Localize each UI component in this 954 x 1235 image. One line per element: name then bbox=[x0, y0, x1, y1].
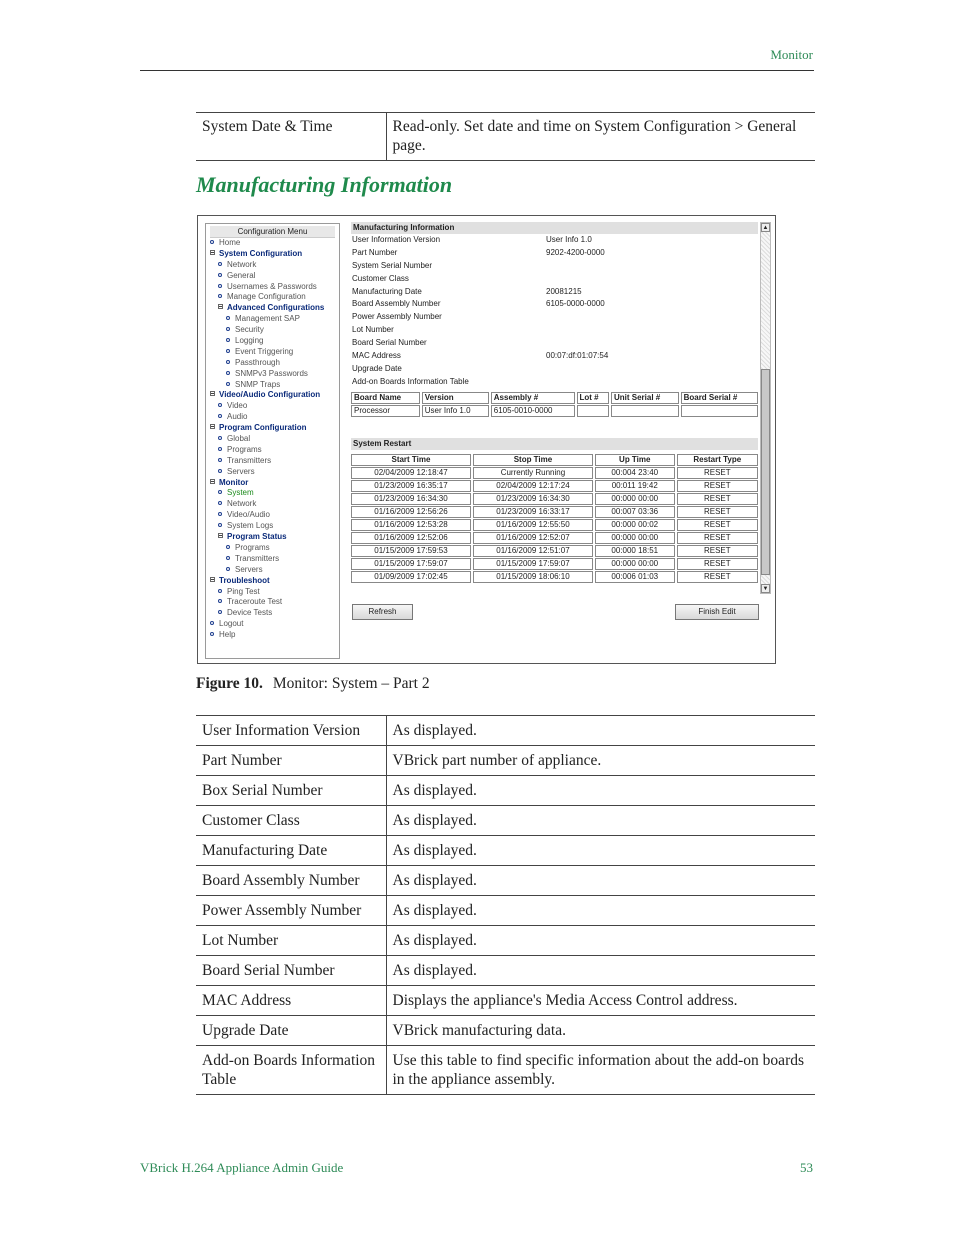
info-label: Board Serial Number bbox=[352, 338, 427, 348]
table-cell: 01/15/2009 17:59:07 bbox=[351, 558, 471, 570]
column-header: Board Name bbox=[351, 392, 420, 404]
menu-item-label: System Logs bbox=[227, 521, 274, 531]
menu-item[interactable] bbox=[206, 608, 339, 619]
menu-item[interactable] bbox=[206, 587, 339, 598]
menu-item-label: Video/Audio bbox=[227, 510, 270, 520]
field-name-cell: Lot Number bbox=[196, 926, 386, 956]
info-value: 20081215 bbox=[546, 286, 582, 296]
table-cell bbox=[611, 405, 679, 417]
bullet-icon bbox=[226, 567, 230, 571]
bullet-icon bbox=[218, 589, 222, 593]
menu-item[interactable] bbox=[206, 423, 339, 434]
menu-item-label: Device Tests bbox=[227, 608, 273, 618]
collapse-toggle-icon[interactable] bbox=[210, 479, 215, 484]
table-row bbox=[351, 558, 758, 570]
collapse-toggle-icon[interactable] bbox=[210, 391, 215, 396]
bullet-icon bbox=[226, 316, 230, 320]
menu-item-label: Event Triggering bbox=[235, 346, 294, 356]
table-row bbox=[351, 405, 758, 417]
menu-item-label: Servers bbox=[235, 564, 263, 574]
info-row bbox=[351, 273, 758, 286]
bullet-icon bbox=[210, 240, 214, 244]
table-cell: 00:006 01:03 bbox=[595, 571, 675, 583]
table-row bbox=[196, 776, 815, 806]
info-value: 00:07:df:01:07:54 bbox=[546, 351, 609, 361]
info-row bbox=[351, 324, 758, 337]
menu-item[interactable] bbox=[206, 619, 339, 630]
finish-edit-button[interactable]: Finish Edit bbox=[675, 604, 759, 620]
column-header: Board Serial # bbox=[681, 392, 758, 404]
column-header: Up Time bbox=[595, 454, 675, 466]
collapse-toggle-icon[interactable] bbox=[210, 577, 215, 582]
menu-item-label: Video/Audio Configuration bbox=[219, 390, 321, 400]
table-cell: 01/16/2009 12:56:26 bbox=[351, 506, 471, 518]
field-name-cell: Board Serial Number bbox=[196, 956, 386, 986]
menu-item-label: Usernames & Passwords bbox=[227, 281, 317, 291]
field-description-cell: VBrick part number of appliance. bbox=[386, 746, 815, 776]
menu-item-label: Logout bbox=[219, 619, 244, 629]
footer-title: VBrick H.264 Appliance Admin Guide bbox=[140, 1160, 344, 1175]
bullet-icon bbox=[226, 371, 230, 375]
bullet-icon bbox=[218, 436, 222, 440]
table-cell: Currently Running bbox=[473, 467, 593, 479]
scroll-down-arrow-icon[interactable]: ▼ bbox=[762, 586, 769, 592]
table-cell: 01/23/2009 16:33:17 bbox=[473, 506, 593, 518]
table-row bbox=[196, 1016, 815, 1046]
info-row bbox=[351, 247, 758, 260]
menu-item[interactable] bbox=[206, 380, 339, 391]
top-table-body bbox=[196, 113, 815, 161]
desc-table-body bbox=[196, 716, 815, 1095]
table-cell: 01/16/2009 12:51:07 bbox=[473, 545, 593, 557]
info-row bbox=[351, 363, 758, 376]
table-row bbox=[196, 956, 815, 986]
bullet-icon bbox=[218, 523, 222, 527]
bullet-icon bbox=[218, 490, 222, 494]
table-cell: 01/16/2009 12:52:06 bbox=[351, 532, 471, 544]
bullet-icon bbox=[226, 349, 230, 353]
table-cell: 01/15/2009 17:59:07 bbox=[473, 558, 593, 570]
menu-item-label: Advanced Configurations bbox=[227, 303, 325, 313]
table-cell bbox=[681, 405, 758, 417]
menu-item-label: Programs bbox=[227, 444, 262, 454]
scroll-up-arrow-icon[interactable]: ▲ bbox=[762, 225, 769, 231]
table-cell: 01/15/2009 18:06:10 bbox=[473, 571, 593, 583]
menu-item[interactable] bbox=[206, 554, 339, 565]
info-row bbox=[351, 234, 758, 247]
info-label: Upgrade Date bbox=[352, 363, 402, 373]
table-row bbox=[196, 926, 815, 956]
menu-item-label: System bbox=[227, 488, 254, 498]
board-table-header bbox=[351, 392, 758, 404]
menu-item[interactable] bbox=[206, 521, 339, 532]
menu-item-label: Manage Configuration bbox=[227, 292, 306, 302]
menu-item[interactable] bbox=[206, 576, 339, 587]
menu-item[interactable] bbox=[206, 510, 339, 521]
bullet-icon bbox=[218, 501, 222, 505]
table-cell: 01/16/2009 12:52:07 bbox=[473, 532, 593, 544]
field-description-cell: Read-only. Set date and time on System Configuration > General page. bbox=[386, 113, 815, 161]
table-cell: 00:007 03:36 bbox=[595, 506, 675, 518]
table-row bbox=[196, 113, 815, 161]
table-cell: RESET bbox=[677, 506, 758, 518]
refresh-button[interactable]: Refresh bbox=[352, 604, 413, 620]
field-description-table bbox=[196, 715, 815, 1095]
info-row bbox=[351, 350, 758, 363]
scroll-thumb[interactable] bbox=[761, 369, 770, 575]
info-row bbox=[351, 337, 758, 350]
field-description-cell: As displayed. bbox=[386, 896, 815, 926]
collapse-toggle-icon[interactable] bbox=[218, 304, 223, 309]
table-row bbox=[351, 493, 758, 505]
table-row bbox=[196, 1046, 815, 1095]
info-label: Customer Class bbox=[352, 273, 409, 283]
table-cell: Processor bbox=[351, 405, 420, 417]
field-name-cell: Add-on Boards Information Table bbox=[196, 1046, 386, 1095]
bullet-icon bbox=[218, 469, 222, 473]
table-cell: 00:000 00:02 bbox=[595, 519, 675, 531]
menu-item[interactable] bbox=[206, 467, 339, 478]
menu-item[interactable] bbox=[206, 445, 339, 456]
menu-item[interactable] bbox=[206, 543, 339, 554]
table-cell: 01/23/2009 16:34:30 bbox=[351, 493, 471, 505]
info-label: User Information Version bbox=[352, 235, 441, 244]
system-restart-header: System Restart bbox=[351, 438, 758, 450]
table-cell: 00:011 19:42 bbox=[595, 480, 675, 492]
menu-item-label: Network bbox=[227, 499, 257, 509]
table-cell: 00:000 00:00 bbox=[595, 532, 675, 544]
menu-item-label: Servers bbox=[227, 466, 255, 476]
field-name-cell: MAC Address bbox=[196, 986, 386, 1016]
column-header: Unit Serial # bbox=[611, 392, 679, 404]
restart-table-header bbox=[351, 454, 758, 466]
table-cell: RESET bbox=[677, 545, 758, 557]
field-name-cell: Part Number bbox=[196, 746, 386, 776]
info-label: Add-on Boards Information Table bbox=[352, 376, 469, 386]
menu-item-label: Network bbox=[227, 259, 257, 269]
table-cell: 01/23/2009 16:35:17 bbox=[351, 480, 471, 492]
table-cell: RESET bbox=[677, 493, 758, 505]
bullet-icon bbox=[218, 458, 222, 462]
table-row bbox=[351, 480, 758, 492]
table-row bbox=[196, 896, 815, 926]
content-scrollbar[interactable] bbox=[760, 222, 771, 594]
field-name-cell: Box Serial Number bbox=[196, 776, 386, 806]
menu-item-label: System Configuration bbox=[219, 248, 303, 258]
menu-item-label: Management SAP bbox=[235, 314, 300, 324]
table-cell: RESET bbox=[677, 532, 758, 544]
menu-item[interactable] bbox=[206, 325, 339, 336]
bullet-icon bbox=[218, 512, 222, 516]
menu-item-label: Program Configuration bbox=[219, 423, 307, 433]
caption-label: Figure 10. bbox=[196, 675, 263, 692]
menu-items bbox=[206, 238, 339, 641]
restart-table bbox=[351, 453, 760, 584]
bullet-icon bbox=[218, 414, 222, 418]
info-label: Lot Number bbox=[352, 325, 394, 335]
menu-item[interactable] bbox=[206, 271, 339, 282]
table-cell: 02/04/2009 12:17:24 bbox=[473, 480, 593, 492]
menu-item[interactable] bbox=[206, 238, 339, 249]
menu-item-label: Monitor bbox=[219, 477, 249, 487]
menu-item-label: SNMP Traps bbox=[235, 379, 281, 389]
menu-item-label: Security bbox=[235, 325, 264, 335]
menu-item-label: Video bbox=[227, 401, 248, 411]
field-name-cell: Power Assembly Number bbox=[196, 896, 386, 926]
info-value: 6105-0000-0000 bbox=[546, 299, 605, 309]
menu-item[interactable] bbox=[206, 303, 339, 314]
table-row bbox=[351, 532, 758, 544]
column-header: Start Time bbox=[351, 454, 471, 466]
table-row bbox=[351, 545, 758, 557]
menu-item-label: SNMPv3 Passwords bbox=[235, 368, 308, 378]
info-label: Power Assembly Number bbox=[352, 312, 442, 322]
table-cell: 00:000 00:00 bbox=[595, 493, 675, 505]
section-title: Manufacturing Information bbox=[196, 172, 453, 197]
page-number: 53 bbox=[800, 1160, 813, 1175]
menu-item[interactable] bbox=[206, 478, 339, 489]
column-header: Restart Type bbox=[677, 454, 758, 466]
field-description-cell: As displayed. bbox=[386, 866, 815, 896]
header-rule bbox=[140, 70, 814, 71]
field-description-cell: As displayed. bbox=[386, 776, 815, 806]
info-label: Part Number bbox=[352, 247, 398, 257]
table-row bbox=[196, 866, 815, 896]
field-description-cell: As displayed. bbox=[386, 716, 815, 746]
column-header: Version bbox=[422, 392, 489, 404]
menu-item[interactable] bbox=[206, 314, 339, 325]
table-row bbox=[196, 836, 815, 866]
table-cell: RESET bbox=[677, 480, 758, 492]
menu-item-label: Home bbox=[219, 238, 241, 247]
table-row bbox=[196, 986, 815, 1016]
table-cell bbox=[577, 405, 609, 417]
menu-item-label: Transmitters bbox=[227, 455, 272, 465]
menu-item[interactable] bbox=[206, 456, 339, 467]
menu-item[interactable] bbox=[206, 292, 339, 303]
table-cell: RESET bbox=[677, 467, 758, 479]
table-row bbox=[351, 506, 758, 518]
column-header: Lot # bbox=[577, 392, 609, 404]
field-description-cell: As displayed. bbox=[386, 836, 815, 866]
figure-caption bbox=[196, 675, 430, 693]
menu-item-label: Transmitters bbox=[235, 553, 280, 563]
info-row bbox=[351, 286, 758, 299]
menu-item[interactable] bbox=[206, 358, 339, 369]
board-table bbox=[351, 391, 760, 418]
table-cell: 01/16/2009 12:55:50 bbox=[473, 519, 593, 531]
info-label: System Serial Number bbox=[352, 260, 433, 270]
table-cell: 01/15/2009 17:59:53 bbox=[351, 545, 471, 557]
table-row bbox=[196, 716, 815, 746]
configuration-menu bbox=[205, 223, 340, 659]
menu-item-label: Ping Test bbox=[227, 586, 260, 596]
bullet-icon bbox=[218, 262, 222, 266]
bullet-icon bbox=[226, 545, 230, 549]
menu-item-label: Audio bbox=[227, 412, 248, 422]
info-row bbox=[351, 298, 758, 311]
menu-item[interactable] bbox=[206, 260, 339, 271]
menu-item[interactable] bbox=[206, 412, 339, 423]
table-cell: 00:000 18:51 bbox=[595, 545, 675, 557]
table-cell: 01/23/2009 16:34:30 bbox=[473, 493, 593, 505]
restart-table-body bbox=[351, 467, 758, 583]
menu-item[interactable] bbox=[206, 336, 339, 347]
bullet-icon bbox=[218, 294, 222, 298]
menu-item[interactable] bbox=[206, 630, 339, 641]
collapse-toggle-icon[interactable] bbox=[218, 533, 223, 538]
collapse-toggle-icon[interactable] bbox=[210, 424, 215, 429]
column-header: Assembly # bbox=[491, 392, 575, 404]
screenshot-figure bbox=[197, 215, 776, 664]
bullet-icon bbox=[218, 610, 222, 614]
table-cell: 01/09/2009 17:02:45 bbox=[351, 571, 471, 583]
info-label: MAC Address bbox=[352, 351, 401, 361]
menu-item[interactable] bbox=[206, 401, 339, 412]
menu-item-label: General bbox=[227, 270, 256, 280]
table-row bbox=[196, 746, 815, 776]
menu-item[interactable] bbox=[206, 434, 339, 445]
menu-item-label: Passthrough bbox=[235, 357, 280, 367]
mfg-info-header: Manufacturing Information bbox=[351, 222, 758, 234]
info-value: 9202-4200-0000 bbox=[546, 247, 605, 257]
bullet-icon bbox=[226, 556, 230, 560]
field-description-cell: Displays the appliance's Media Access Control address. bbox=[386, 986, 815, 1016]
field-name-cell: System Date & Time bbox=[196, 113, 386, 161]
bullet-icon bbox=[218, 403, 222, 407]
table-cell: 6105-0010-0000 bbox=[491, 405, 575, 417]
collapse-toggle-icon[interactable] bbox=[210, 250, 215, 255]
bullet-icon bbox=[210, 621, 214, 625]
menu-item[interactable] bbox=[206, 488, 339, 499]
menu-item[interactable] bbox=[206, 249, 339, 260]
table-row bbox=[196, 806, 815, 836]
field-name-cell: Board Assembly Number bbox=[196, 866, 386, 896]
table-cell: 01/16/2009 12:53:28 bbox=[351, 519, 471, 531]
menu-item-label: Logging bbox=[235, 336, 264, 346]
field-description-cell: As displayed. bbox=[386, 956, 815, 986]
table-cell: RESET bbox=[677, 519, 758, 531]
bullet-icon bbox=[218, 599, 222, 603]
column-header: Stop Time bbox=[473, 454, 593, 466]
info-label: Manufacturing Date bbox=[352, 286, 422, 296]
field-description-cell: Use this table to find specific information about the add-on boards in the appliance assembly. bbox=[386, 1046, 815, 1095]
board-table-body bbox=[351, 405, 758, 417]
menu-item[interactable] bbox=[206, 390, 339, 401]
caption-text: Monitor: System – Part 2 bbox=[272, 675, 430, 692]
menu-title: Configuration Menu bbox=[210, 226, 335, 238]
info-row bbox=[351, 260, 758, 273]
menu-item[interactable] bbox=[206, 499, 339, 510]
bullet-icon bbox=[218, 273, 222, 277]
table-cell: 02/04/2009 12:18:47 bbox=[351, 467, 471, 479]
menu-item-label: Programs bbox=[235, 542, 270, 552]
field-description-cell: VBrick manufacturing data. bbox=[386, 1016, 815, 1046]
field-name-cell: Manufacturing Date bbox=[196, 836, 386, 866]
mfg-info-rows bbox=[351, 234, 772, 389]
table-cell: RESET bbox=[677, 571, 758, 583]
menu-item[interactable] bbox=[206, 282, 339, 293]
menu-item-label: Troubleshoot bbox=[219, 575, 270, 585]
info-value: User Info 1.0 bbox=[546, 235, 592, 244]
menu-item-label: Program Status bbox=[227, 532, 287, 542]
menu-item[interactable] bbox=[206, 565, 339, 576]
table-cell: RESET bbox=[677, 558, 758, 570]
bullet-icon bbox=[226, 327, 230, 331]
table-row bbox=[351, 467, 758, 479]
field-name-cell: User Information Version bbox=[196, 716, 386, 746]
bullet-icon bbox=[218, 284, 222, 288]
bullet-icon bbox=[218, 447, 222, 451]
field-name-cell: Customer Class bbox=[196, 806, 386, 836]
field-name-cell: Upgrade Date bbox=[196, 1016, 386, 1046]
table-cell: User Info 1.0 bbox=[422, 405, 489, 417]
menu-item-label: Traceroute Test bbox=[227, 597, 283, 607]
field-description-cell: As displayed. bbox=[386, 926, 815, 956]
top-field-table bbox=[196, 112, 815, 161]
menu-item[interactable] bbox=[206, 532, 339, 543]
info-label: Board Assembly Number bbox=[352, 299, 441, 309]
bullet-icon bbox=[226, 382, 230, 386]
table-cell: 00:004 23:40 bbox=[595, 467, 675, 479]
menu-item-label: Global bbox=[227, 434, 251, 444]
info-row bbox=[351, 311, 758, 324]
page-header-section: Monitor bbox=[770, 47, 813, 62]
table-row bbox=[351, 519, 758, 531]
table-row bbox=[351, 571, 758, 583]
bullet-icon bbox=[226, 338, 230, 342]
field-description-cell: As displayed. bbox=[386, 806, 815, 836]
bullet-icon bbox=[226, 360, 230, 364]
menu-item[interactable] bbox=[206, 597, 339, 608]
table-cell: 00:000 00:00 bbox=[595, 558, 675, 570]
bullet-icon bbox=[210, 632, 214, 636]
info-row bbox=[351, 376, 758, 389]
monitor-content bbox=[351, 222, 772, 593]
menu-item[interactable] bbox=[206, 369, 339, 380]
menu-item[interactable] bbox=[206, 347, 339, 358]
menu-item-label: Help bbox=[219, 630, 236, 640]
